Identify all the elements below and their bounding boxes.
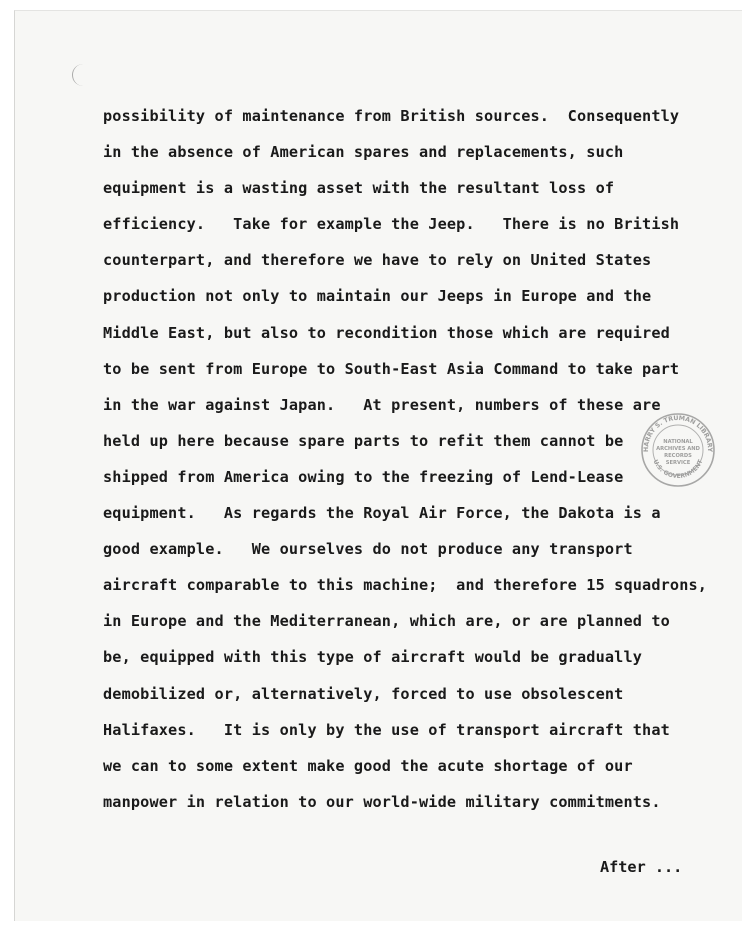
text-line: equipment. As regards the Royal Air Force, the Dakota is a bbox=[103, 504, 661, 523]
text-line: counterpart, and therefore we have to rely on United States bbox=[103, 251, 652, 270]
text-line: shipped from America owing to the freezing of Lend-Lease bbox=[103, 467, 624, 486]
text-line: in the absence of American spares and replacements, such bbox=[103, 143, 624, 162]
text-line: in Europe and the Mediterranean, which are, or are planned to bbox=[103, 612, 670, 631]
text-line: manpower in relation to our world-wide military commitments. bbox=[103, 792, 661, 811]
text-line: demobilized or, alternatively, forced to use obsolescent bbox=[103, 684, 624, 703]
text-line: in the war against Japan. At present, numbers of these are bbox=[103, 395, 661, 414]
document-body bbox=[103, 98, 708, 820]
text-line: efficiency. Take for example the Jeep. There is no British bbox=[103, 215, 680, 234]
svg-text:ARCHIVES AND: ARCHIVES AND bbox=[656, 446, 700, 452]
text-line: possibility of maintenance from British sources. Consequently bbox=[103, 107, 680, 125]
archive-stamp-graphic bbox=[640, 412, 716, 488]
text-line: production not only to maintain our Jeeps in Europe and the bbox=[103, 287, 652, 306]
svg-text:SERVICE: SERVICE bbox=[665, 460, 691, 466]
text-line: we can to some extent make good the acute shortage of our bbox=[103, 756, 633, 775]
archive-stamp bbox=[640, 412, 716, 488]
text-line: Halifaxes. It is only by the use of transport aircraft that bbox=[103, 720, 670, 739]
text-line: equipment is a wasting asset with the resultant loss of bbox=[103, 179, 615, 198]
text-line: held up here because spare parts to refit them cannot be bbox=[103, 431, 624, 450]
svg-text:HARRY S. TRUMAN LIBRARY: HARRY S. TRUMAN LIBRARY bbox=[642, 414, 714, 453]
text-line: aircraft comparable to this machine; and therefore 15 squadrons, bbox=[103, 576, 708, 595]
svg-text:NATIONAL: NATIONAL bbox=[663, 439, 693, 445]
continuation-catchword: After ... bbox=[600, 858, 683, 876]
svg-text:U.S. GOVERNMENT: U.S. GOVERNMENT bbox=[651, 458, 705, 481]
svg-text:RECORDS: RECORDS bbox=[664, 453, 692, 459]
text-line: to be sent from Europe to South-East Asia Command to take part bbox=[103, 359, 680, 378]
text-line: good example. We ourselves do not produce any transport bbox=[103, 540, 633, 559]
text-line: Middle East, but also to recondition those which are required bbox=[103, 323, 670, 342]
text-line: be, equipped with this type of aircraft would be gradually bbox=[103, 648, 643, 667]
